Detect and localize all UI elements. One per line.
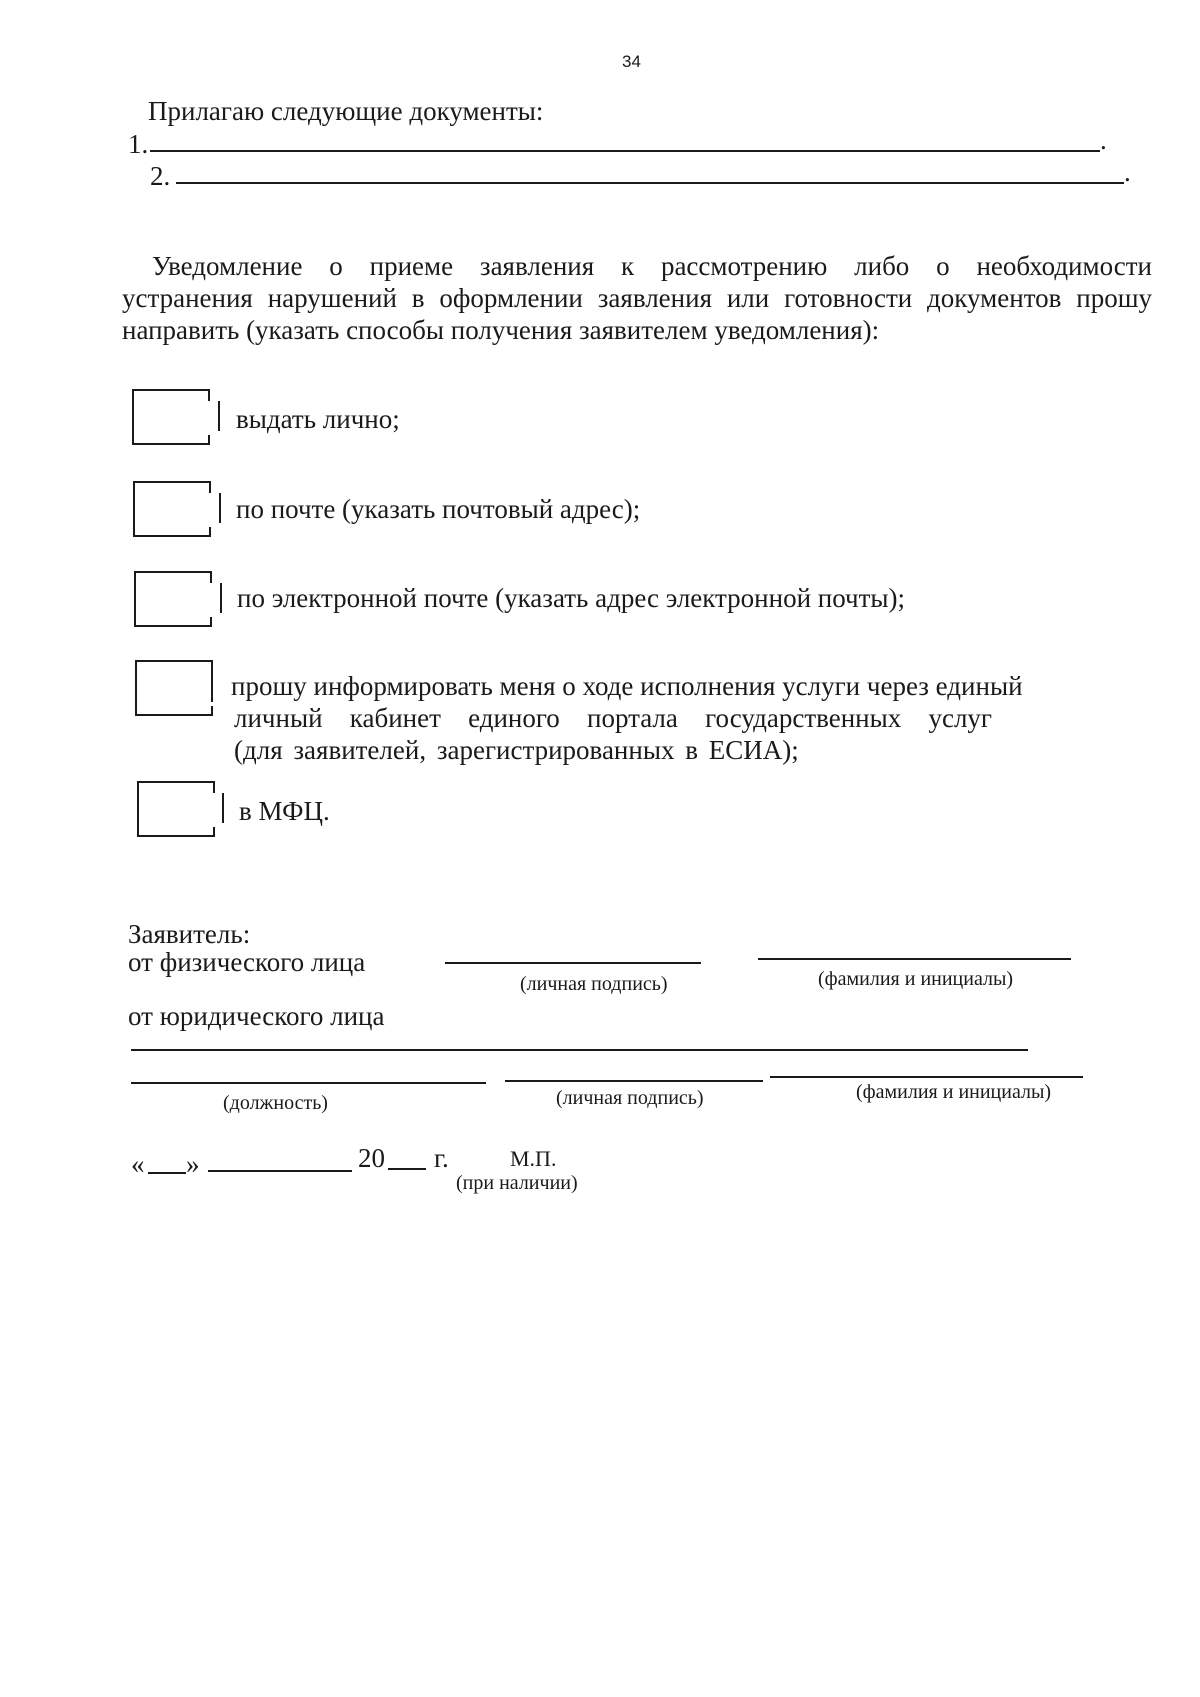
legal-name-caption: (фамилия и инициалы) bbox=[856, 1081, 1052, 1103]
notification-line-1: Уведомление о приеме заявления к рассмотрению либо о необходимости bbox=[152, 251, 1152, 281]
option-gosuslugi-checkbox[interactable] bbox=[135, 660, 213, 716]
checkbox-mark bbox=[220, 583, 222, 613]
option-gosuslugi-label-line-1: прошу информировать меня о ходе исполнения услуги через единый bbox=[231, 671, 1023, 701]
date-quote-open: « bbox=[131, 1149, 145, 1179]
attachment-line-1[interactable] bbox=[150, 150, 1100, 152]
option-mfc-checkbox[interactable] bbox=[137, 781, 215, 837]
individual-name-line[interactable] bbox=[758, 958, 1071, 960]
applicant-heading: Заявитель: bbox=[128, 919, 251, 949]
option-mail-checkbox[interactable] bbox=[133, 481, 211, 537]
year-line[interactable] bbox=[388, 1168, 426, 1170]
attachment-number-2: 2. bbox=[150, 161, 171, 191]
attachments-heading: Прилагаю следующие документы: bbox=[148, 96, 544, 126]
checkbox-mark bbox=[211, 672, 213, 702]
date-quote-close: » bbox=[186, 1149, 200, 1179]
legal-entity-label: от юридического лица bbox=[128, 1001, 385, 1031]
individual-signature-line[interactable] bbox=[445, 962, 701, 964]
legal-signature-caption: (личная подпись) bbox=[556, 1087, 704, 1109]
option-gosuslugi-label-line-3: (для заявителей, зарегистрированных в ЕСИА); bbox=[234, 735, 799, 765]
option-mfc-label: в МФЦ. bbox=[239, 796, 330, 826]
stamp-label: М.П. bbox=[510, 1146, 557, 1171]
position-caption: (должность) bbox=[223, 1092, 328, 1114]
option-mail-label: по почте (указать почтовый адрес); bbox=[236, 494, 641, 524]
legal-signature-line[interactable] bbox=[505, 1080, 763, 1082]
position-line[interactable] bbox=[131, 1082, 486, 1084]
checkbox-mark bbox=[219, 493, 221, 523]
attachment-end-2: . bbox=[1124, 157, 1131, 187]
notification-line-2: устранения нарушений в оформлении заявления или готовности документов прошу bbox=[122, 283, 1152, 313]
individual-signature-caption: (личная подпись) bbox=[520, 973, 668, 995]
checkbox-mark bbox=[222, 793, 224, 823]
option-personal-checkbox[interactable] bbox=[132, 389, 210, 445]
option-personal-label: выдать лично; bbox=[236, 404, 400, 434]
year-suffix: г. bbox=[434, 1143, 449, 1173]
stamp-note: (при наличии) bbox=[456, 1172, 578, 1194]
notification-line-3: направить (указать способы получения заявителем уведомления): bbox=[122, 315, 880, 345]
attachment-end-1: . bbox=[1100, 125, 1107, 155]
legal-entity-name-line[interactable] bbox=[131, 1049, 1028, 1051]
attachment-number-1: 1. bbox=[128, 129, 149, 159]
page-number: 34 bbox=[622, 52, 641, 71]
individual-name-caption: (фамилия и инициалы) bbox=[818, 968, 1014, 990]
option-gosuslugi-label-line-2: личный кабинет единого портала государственных услуг bbox=[234, 703, 992, 733]
option-email-label: по электронной почте (указать адрес электронной почты); bbox=[237, 583, 906, 613]
option-email-checkbox[interactable] bbox=[134, 571, 212, 627]
legal-name-line[interactable] bbox=[770, 1076, 1083, 1078]
checkbox-mark bbox=[218, 401, 220, 431]
month-line[interactable] bbox=[208, 1170, 352, 1172]
year-prefix: 20 bbox=[358, 1143, 385, 1173]
day-line[interactable] bbox=[148, 1172, 186, 1174]
individual-label: от физического лица bbox=[128, 947, 366, 977]
attachment-line-2[interactable] bbox=[176, 182, 1124, 184]
